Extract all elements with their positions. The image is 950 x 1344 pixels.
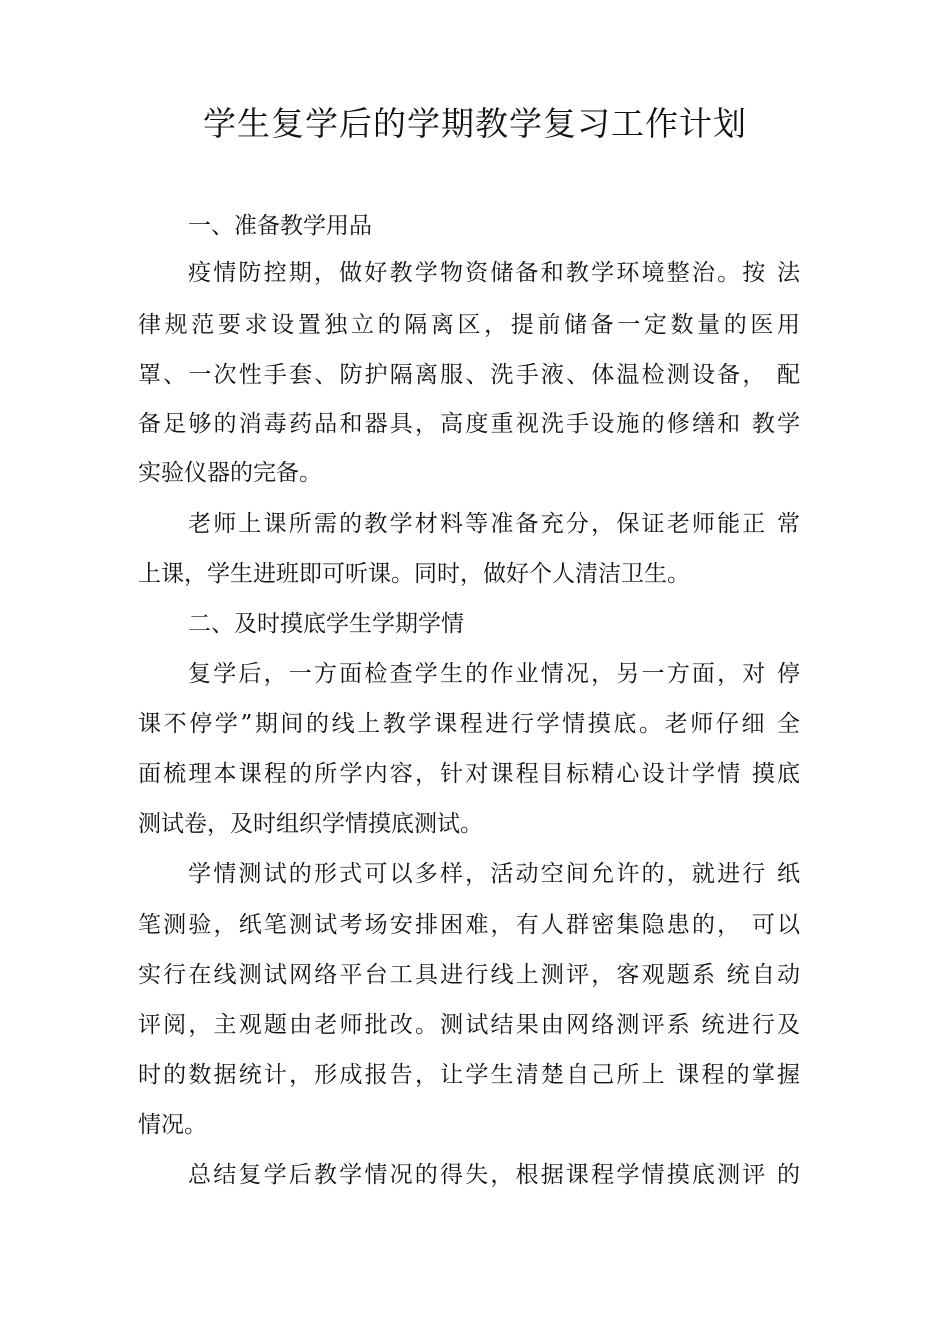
paragraph-line: 笔测验，纸笔测试考场安排困难，有人群密集隐患的， 可以	[138, 912, 800, 938]
paragraph-line: 老师上课所需的教学材料等准备充分，保证老师能正 常	[188, 511, 800, 537]
section-heading-1: 一、准备教学用品	[188, 213, 372, 239]
paragraph-line: 实行在线测试网络平台工具进行线上测评，客观题系 统自动	[138, 962, 800, 988]
paragraph-line: 实验仪器的完备。	[138, 460, 322, 486]
paragraph-line: 总结复学后教学情况的得失，根据课程学情摸底测评 的	[188, 1162, 800, 1188]
paragraph-line: 学情测试的形式可以多样，活动空间允许的，就进行 纸	[188, 861, 800, 887]
paragraph-line: 面梳理本课程的所学内容，针对课程目标精心设计学情 摸底	[138, 761, 800, 787]
paragraph-line: 时的数据统计，形成报告，让学生清楚自己所上 课程的掌握	[138, 1062, 800, 1088]
paragraph-line: 情况。	[138, 1112, 207, 1138]
paragraph-line: 罩、一次性手套、防护隔离服、洗手液、体温检测设备， 配	[138, 362, 800, 388]
paragraph-line: 课不停学”期间的线上教学课程进行学情摸底。老师仔细 全	[138, 711, 800, 737]
paragraph-line: 疫情防控期，做好教学物资储备和教学环境整治。按 法	[188, 260, 800, 286]
paragraph-line: 备足够的消毒药品和器具，高度重视洗手设施的修缮和 教学	[138, 411, 800, 437]
paragraph-line: 律规范要求设置独立的隔离区，提前储备一定数量的医用	[138, 312, 800, 338]
paragraph-line: 评阅，主观题由老师批改。测试结果由网络测评系 统进行及	[138, 1012, 800, 1038]
document-title: 学生复学后的学期教学复习工作计划	[203, 104, 747, 143]
paragraph-line: 上课，学生进班即可听课。同时，做好个人清洁卫生。	[138, 561, 690, 587]
paragraph-line: 复学后，一方面检查学生的作业情况，另一方面，对 停	[188, 661, 800, 687]
section-heading-2: 二、及时摸底学生学期学情	[188, 611, 464, 637]
paragraph-line: 测试卷，及时组织学情摸底测试。	[138, 811, 483, 837]
